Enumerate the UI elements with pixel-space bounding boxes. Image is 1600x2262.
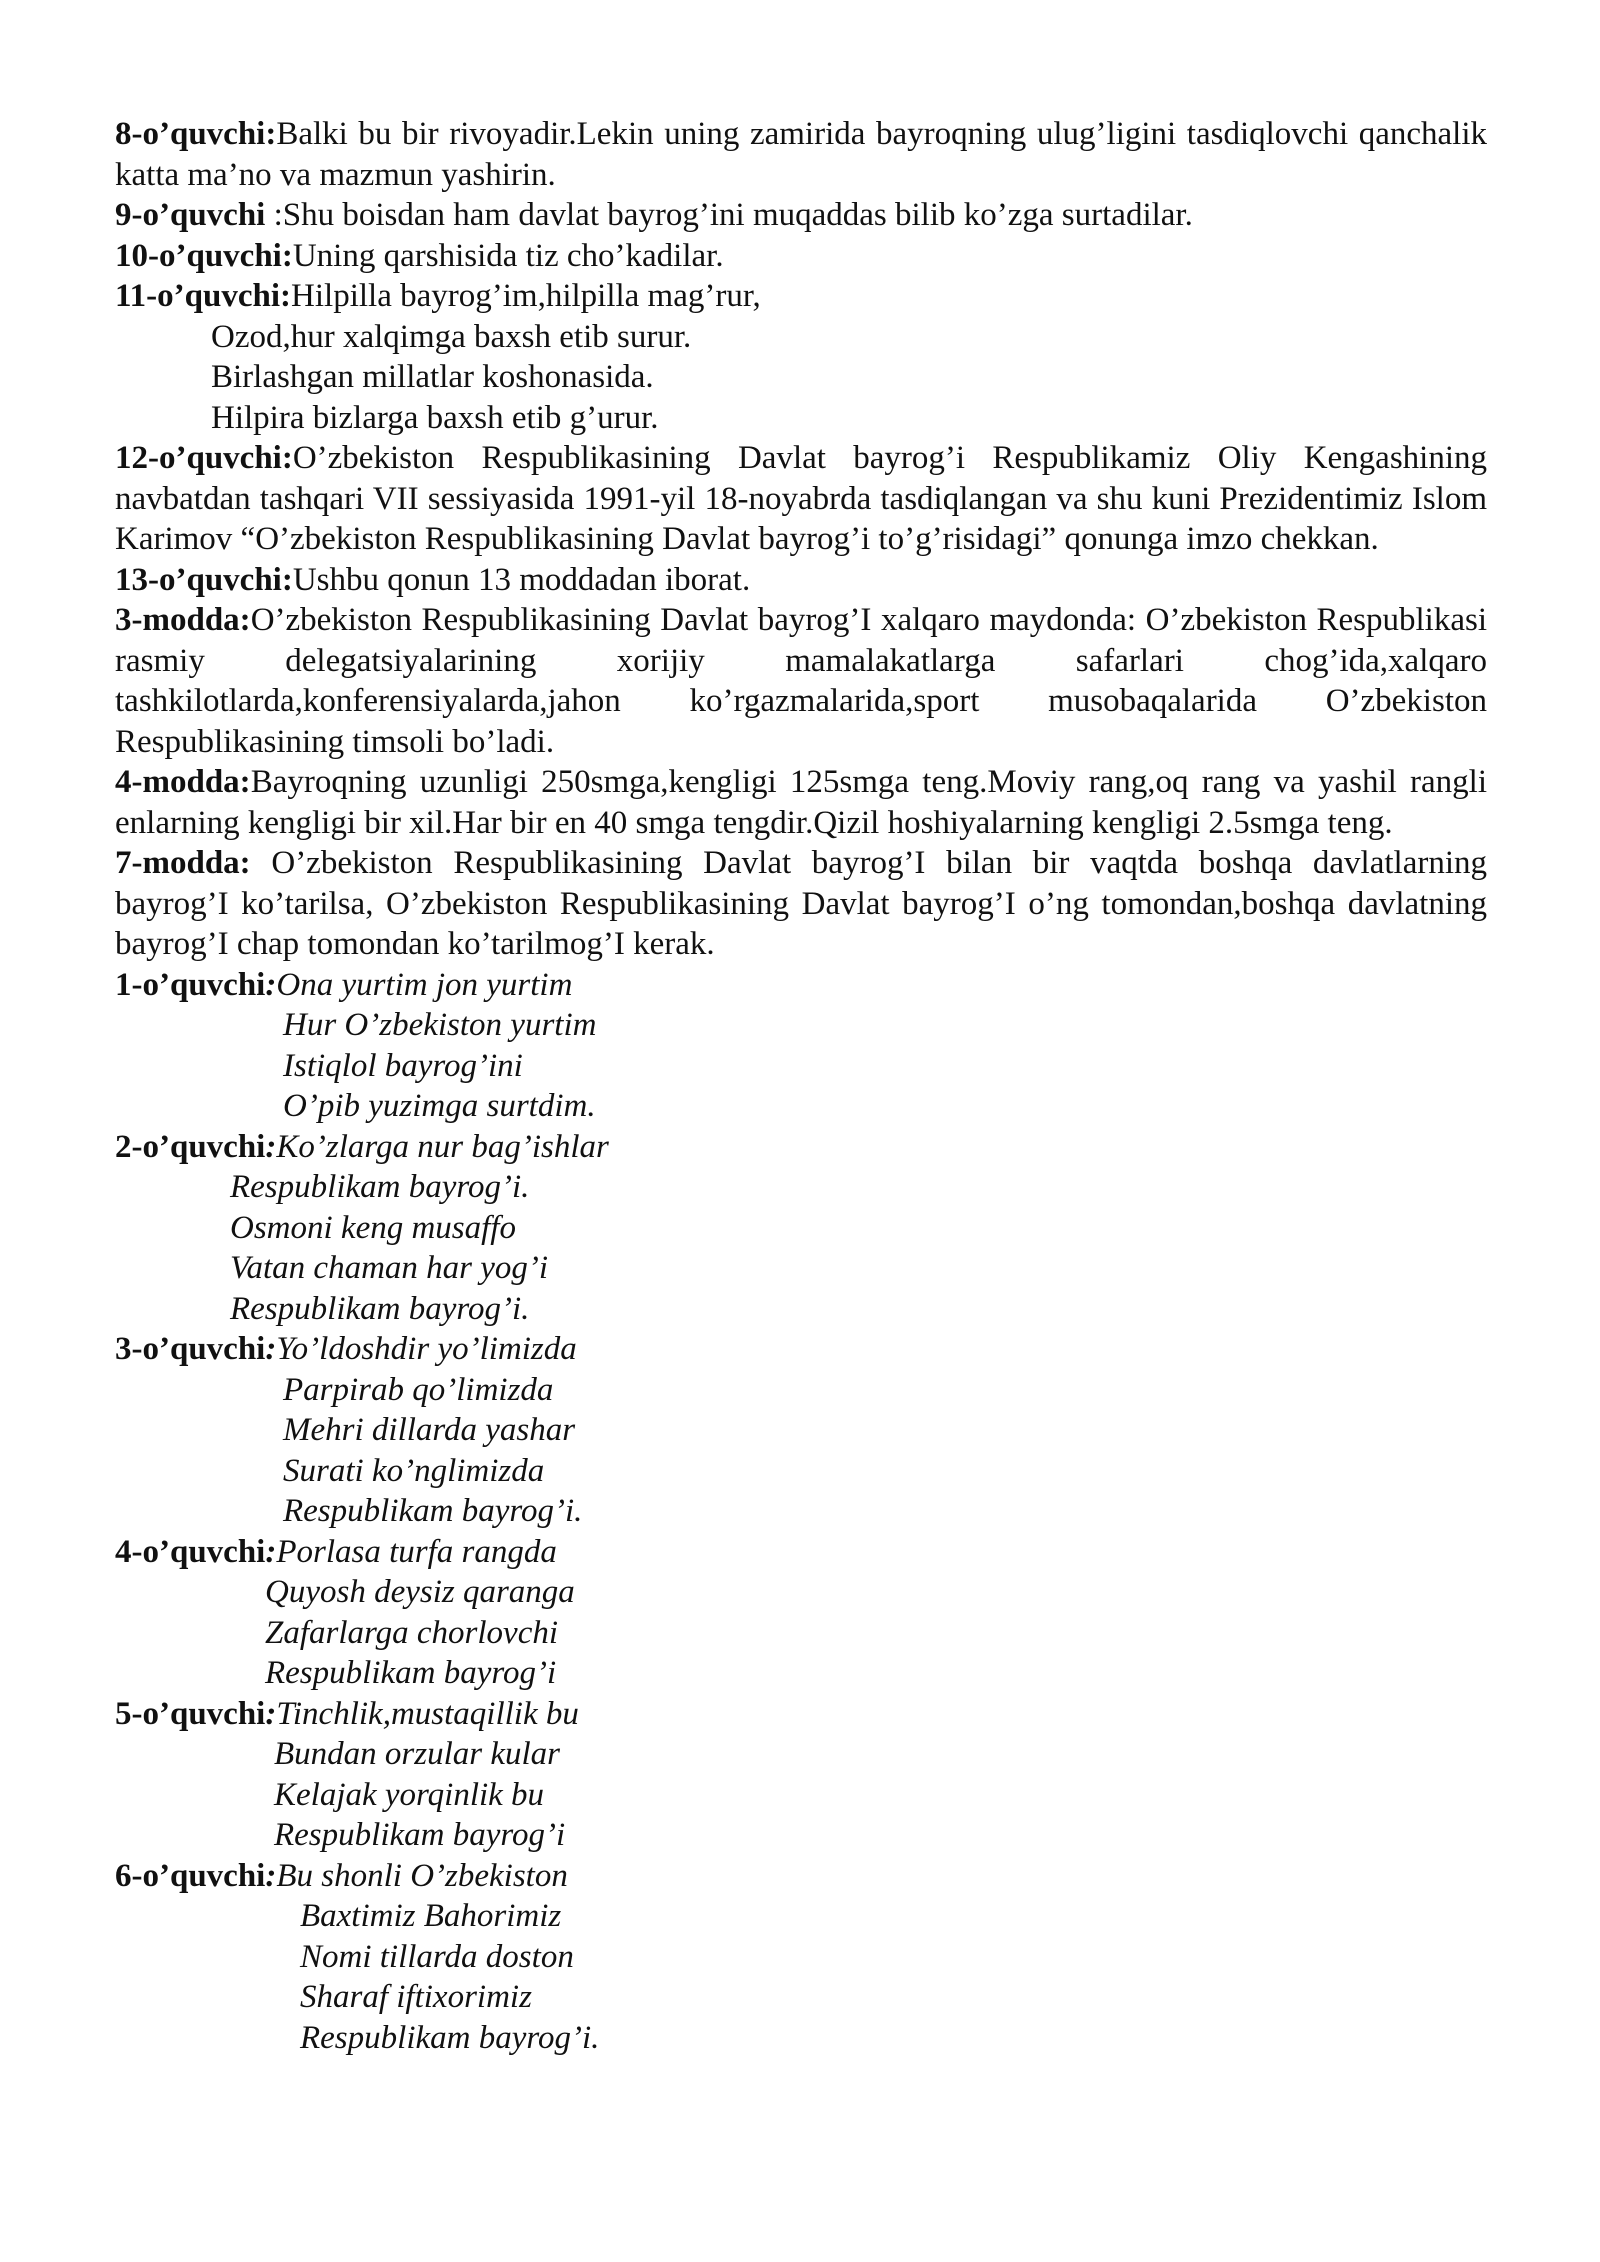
poem-6: [115, 1856, 1487, 1897]
verse-line: Kelajak yorqinlik bu: [274, 1776, 545, 1813]
verse-line: Hilpira bizlarga baxsh etib g’urur.: [211, 399, 659, 436]
verse-line: Zafarlarga chorlovchi: [265, 1614, 559, 1651]
verse-line: O’pib yuzimga surtdim.: [283, 1088, 596, 1124]
speaker-label: 11-o’quvchi:: [115, 278, 292, 314]
speaker-label: 8-o’quvchi:: [115, 116, 277, 152]
verse-line: Respublikam bayrog’i.: [283, 1493, 583, 1529]
speaker-label: 12-o’quvchi:: [115, 440, 293, 476]
article-4: [115, 762, 1487, 843]
verse-line: Respublikam bayrog’i.: [300, 2019, 600, 2056]
verse-line: Osmoni keng musaffo: [230, 1209, 516, 1246]
speaker-label: 4-o’quvchi: [115, 1533, 266, 1570]
verse-line: Respublikam bayrog’i.: [230, 1169, 530, 1205]
speaker-label: 9-o’quvchi: [115, 197, 266, 233]
article-label: 7-modda:: [115, 845, 251, 881]
poem-4: [115, 1532, 1487, 1573]
article-text: O’zbekiston Respublikasining Davlat bayrog’I bilan bir vaqtda boshqa davlatlarning bayrog’I ko’tarilsa, O’zbekiston Respublikasining Davlat bayrog’I o’ng tomondan,boshqa davlatning bayrog’I chap tomondan ko’tarilmog’I kerak.: [115, 845, 1487, 962]
poem-3: [115, 1329, 1487, 1370]
document-body: [115, 114, 1487, 2058]
speaker-label: 6-o’quvchi: [115, 1857, 266, 1894]
article-3: [115, 600, 1487, 762]
paragraph-9: [115, 195, 1487, 236]
paragraph-text: Ushbu qonun 13 moddadan iborat.: [292, 561, 751, 598]
verse-line: Parpirab qo’limizda: [283, 1371, 554, 1408]
verse-line: Birlashgan millatlar koshonasida.: [211, 359, 654, 395]
verse-line: Quyosh deysiz qaranga: [265, 1574, 575, 1610]
speaker-colon: :: [265, 1857, 277, 1894]
verse-line: Ozod,hur xalqimga baxsh etib surur.: [211, 318, 692, 355]
paragraph-text: O’zbekiston Respublikasining Davlat bayrog’i Respublikamiz Oliy Kengashining navbatdan tashqari VII sessiyasida 1991-yil 18-noyabrda tasdiqlangan va shu kuni Prezidentimiz Islom Karimov “O’zbekiston Respublikasining Davlat bayrog’i to’g’risidagi” qonunga imzo chekkan.: [115, 440, 1487, 557]
speaker-label: 13-o’quvchi:: [115, 561, 293, 598]
verse-line: Respublikam bayrog’i: [274, 1817, 566, 1853]
article-7: [115, 843, 1487, 965]
paragraph-10: [115, 236, 1487, 277]
paragraph-8: [115, 114, 1487, 195]
paragraph-text: Uning qarshisida tiz cho’kadilar.: [292, 237, 724, 274]
verse-line: Nomi tillarda doston: [300, 1938, 574, 1975]
poem-2: [115, 1127, 1487, 1168]
paragraph-13: [115, 560, 1487, 601]
paragraph-11: [115, 276, 1487, 317]
verse-line: Vatan chaman har yog’i: [230, 1250, 549, 1286]
verse-line: Surati ko’nglimizda: [283, 1452, 545, 1489]
speaker-label: 1-o’quvchi: [115, 966, 266, 1003]
speaker-colon: :: [265, 1331, 277, 1367]
speaker-label: 10-o’quvchi:: [115, 237, 293, 274]
verse-line: Yo’ldoshdir yo’limizda: [276, 1331, 577, 1367]
article-label: 4-modda:: [115, 764, 251, 800]
verse-line: Porlasa turfa rangda: [276, 1533, 557, 1570]
paragraph-text: Balki bu bir rivoyadir.Lekin uning zamirida bayroqning ulug’ligini tasdiqlovchi qanchalik katta ma’no va mazmun yashirin.: [115, 116, 1487, 193]
speaker-colon: :: [265, 1128, 277, 1165]
verse-line: Hur O’zbekiston yurtim: [283, 1007, 597, 1043]
speaker-label: 3-o’quvchi: [115, 1331, 266, 1367]
paragraph-text: :Shu boisdan ham davlat bayrog’ini muqaddas bilib ko’zga surtadilar.: [265, 197, 1193, 233]
verse-line: Istiqlol bayrog’ini: [283, 1047, 523, 1084]
article-text: O’zbekiston Respublikasining Davlat bayrog’I xalqaro maydonda: O’zbekiston Respublikasi rasmiy delegatsiyalarining xorijiy mamalakatlarga safarlari chog’ida,xalqaro tashkilotlarda,konferensiyalarda,jahon ko’rgazmalarida,sport musobaqalarida O’zbekiston Respublikasining timsoli bo’ladi.: [115, 602, 1487, 760]
verse-line: Hilpilla bayrog’im,hilpilla mag’rur,: [291, 278, 761, 314]
verse-line: Tinchlik,mustaqillik bu: [276, 1695, 579, 1732]
speaker-label: 2-o’quvchi: [115, 1128, 266, 1165]
paragraph-12: [115, 438, 1487, 560]
speaker-colon: :: [265, 1695, 277, 1732]
verse-line: Bundan orzular kular: [274, 1736, 561, 1772]
speaker-colon: :: [265, 1533, 277, 1570]
speaker-colon: :: [265, 966, 277, 1003]
verse-line: Respublikam bayrog’i: [265, 1655, 557, 1691]
verse-line: Respublikam bayrog’i.: [230, 1290, 530, 1327]
verse-line: Mehri dillarda yashar: [283, 1412, 576, 1448]
verse-line: Sharaf iftixorimiz: [300, 1979, 532, 2015]
poem-5: [115, 1694, 1487, 1735]
poem-1: [115, 965, 1487, 1006]
article-text: Bayroqning uzunligi 250smga,kengligi 125smga teng.Moviy rang,oq rang va yashil rangli enlarning kengligi bir xil.Har bir en 40 smga tengdir.Qizil hoshiyalarning kengligi 2.5smga teng.: [115, 764, 1487, 841]
verse-line: Baxtimiz Bahorimiz: [300, 1898, 562, 1934]
verse-line: Ona yurtim jon yurtim: [276, 966, 573, 1003]
speaker-label: 5-o’quvchi: [115, 1695, 266, 1732]
article-label: 3-modda:: [115, 602, 251, 638]
verse-line: Bu shonli O’zbekiston: [276, 1857, 568, 1894]
verse-line: Ko’zlarga nur bag’ishlar: [276, 1128, 609, 1165]
